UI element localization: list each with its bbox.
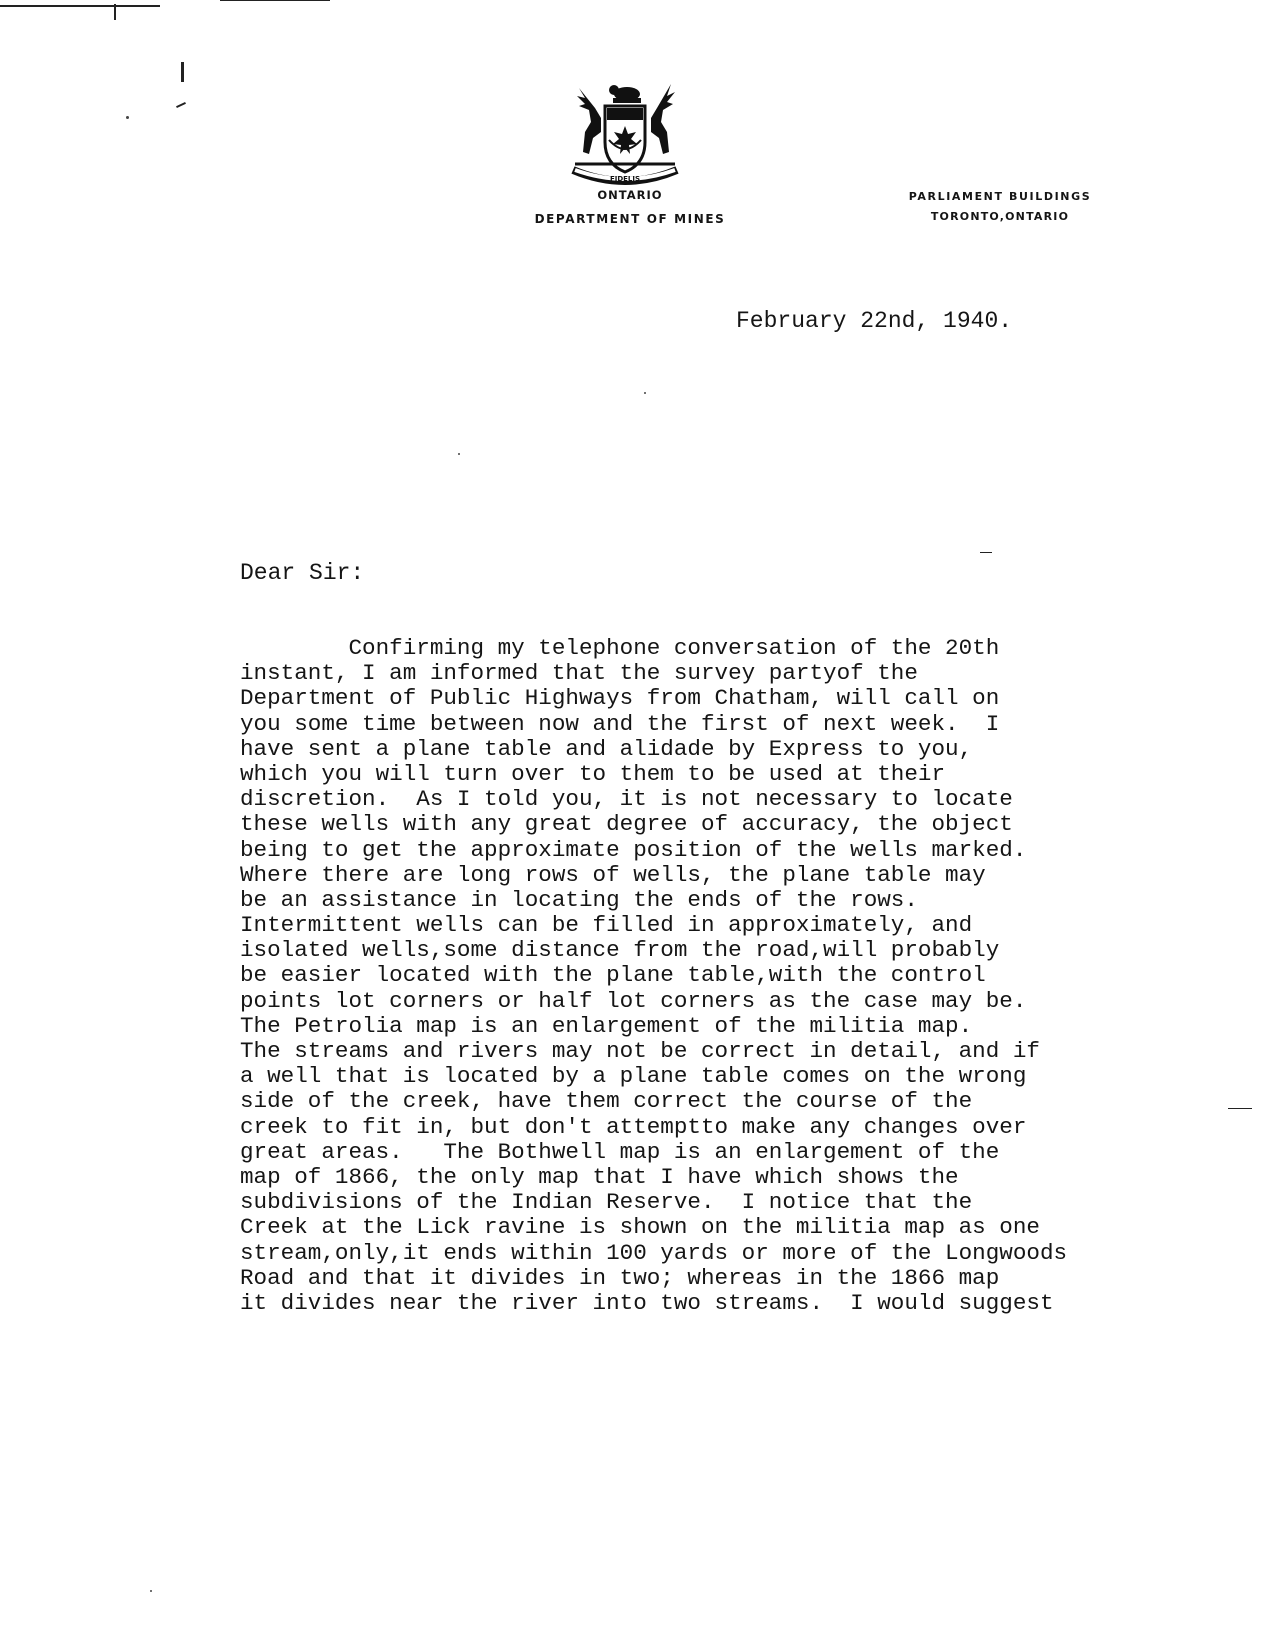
scan-mark-top-left bbox=[0, 5, 160, 7]
scan-dot bbox=[150, 1590, 152, 1592]
scan-mark-bracket bbox=[181, 62, 184, 82]
letter-body-line: Confirming my telephone conversation of the 20th bbox=[240, 635, 1000, 661]
scan-mark-right bbox=[980, 552, 992, 553]
letter-body-line: The Petrolia map is an enlargement of the militia map. bbox=[240, 1012, 973, 1039]
letter-body-line: you some time between now and the first of next week. I bbox=[240, 710, 1000, 737]
letter-body-line: side of the creek, have them correct the course of the bbox=[240, 1088, 973, 1115]
letter-body-line: these wells with any great degree of accuracy, the object bbox=[240, 811, 1013, 838]
letter-body-line: map of 1866, the only map that I have which shows the bbox=[240, 1163, 959, 1190]
letter-body-line: have sent a plane table and alidade by Express to you, bbox=[240, 735, 973, 762]
letter-body-line: subdivisions of the Indian Reserve. I notice that the bbox=[240, 1189, 973, 1216]
crest-motto: FIDELIS bbox=[609, 175, 641, 183]
letter-body-line: Intermittent wells can be filled in approximately, and bbox=[240, 912, 973, 939]
letter-body-line: points lot corners or half lot corners as the case may be. bbox=[240, 987, 1027, 1014]
letter-body bbox=[240, 636, 1250, 1316]
letter-body-line: it divides near the river into two streams. I would suggest bbox=[240, 1289, 1054, 1316]
letter-body-line: which you will turn over to them to be used at their bbox=[240, 760, 946, 787]
letter-body-line: discretion. As I told you, it is not necessary to locate bbox=[240, 786, 1013, 813]
scan-dot bbox=[644, 392, 646, 394]
letterhead-address-line1: PARLIAMENT BUILDINGS bbox=[908, 190, 1092, 203]
scan-dot bbox=[458, 453, 460, 455]
letter-body-line: Where there are long rows of wells, the plane table may bbox=[240, 861, 986, 888]
letter-body-line: The streams and rivers may not be correct in detail, and if bbox=[240, 1038, 1040, 1064]
scan-dot bbox=[126, 116, 129, 119]
letterhead-department: DEPARTMENT OF MINES bbox=[534, 212, 726, 226]
scan-mark-tick bbox=[114, 4, 116, 20]
letter-body-line: Road and that it divides in two; whereas in the 1866 map bbox=[240, 1264, 1000, 1291]
ontario-coat-of-arms-icon bbox=[565, 78, 685, 190]
letterhead-address-line2: TORONTO,ONTARIO bbox=[930, 210, 1070, 223]
letter-body-line: isolated wells,some distance from the road,will probably bbox=[240, 937, 1000, 964]
letter-body-line: creek to fit in, but don't attemptto make any changes over bbox=[240, 1113, 1027, 1140]
scan-mark-hook bbox=[176, 102, 186, 108]
letter-body-line: a well that is located by a plane table comes on the wrong bbox=[240, 1063, 1027, 1090]
letter-date: February 22nd, 1940. bbox=[736, 308, 1013, 334]
letter-body-line: being to get the approximate position of the wells marked. bbox=[240, 836, 1027, 863]
letter-body-line: stream,only,it ends within 100 yards or more of the Longwoods bbox=[240, 1239, 1068, 1266]
letter-body-line: instant, I am informed that the survey partyof the bbox=[240, 660, 918, 687]
letter-body-line: be easier located with the plane table,with the control bbox=[240, 962, 986, 989]
letter-body-line: be an assistance in locating the ends of the rows. bbox=[240, 886, 918, 913]
letter-body-line: Department of Public Highways from Chatham, will call on bbox=[240, 685, 1000, 712]
scan-mark-top bbox=[220, 0, 330, 1]
letter-body-line: great areas. The Bothwell map is an enlargement of the bbox=[240, 1138, 1000, 1165]
letter-body-line: Creek at the Lick ravine is shown on the militia map as one bbox=[240, 1214, 1040, 1241]
letterhead-province: ONTARIO bbox=[597, 188, 663, 202]
letter-salutation: Dear Sir: bbox=[240, 560, 365, 586]
